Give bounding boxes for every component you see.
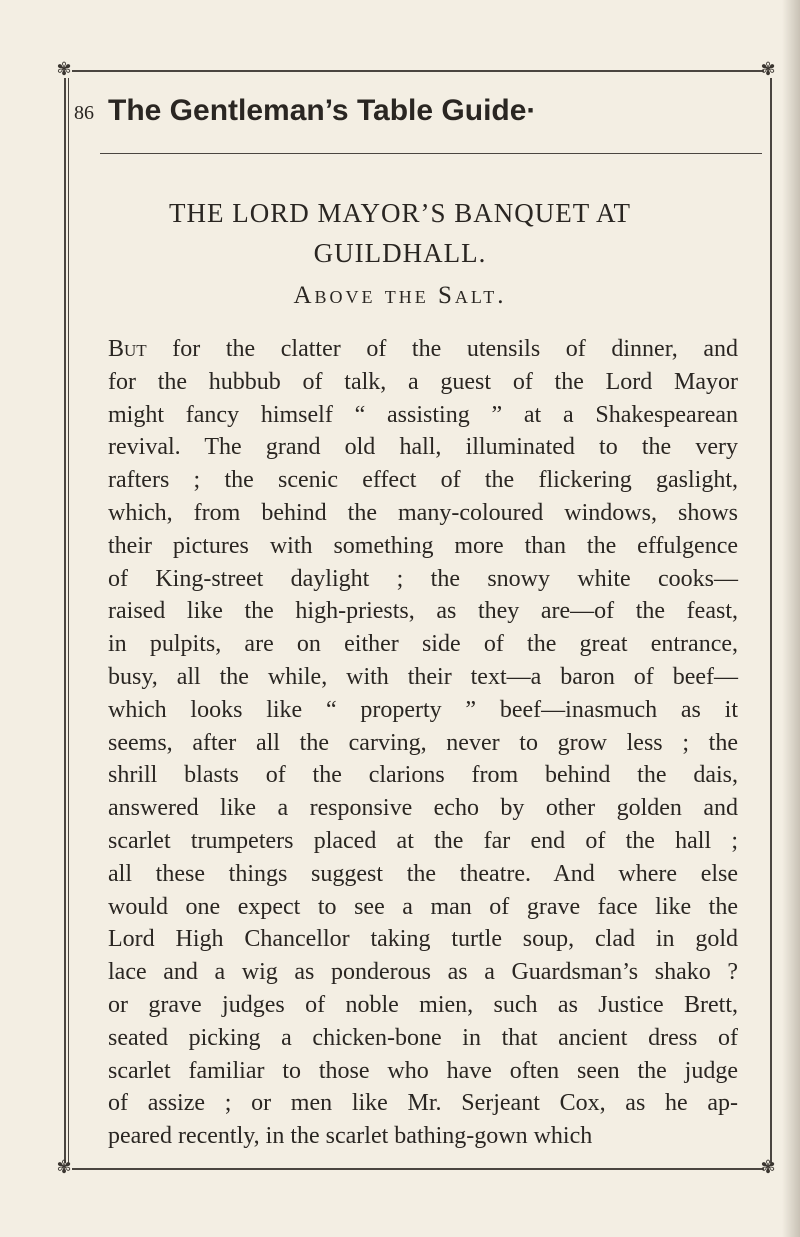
left-inner-rule xyxy=(68,78,69,1163)
body-line: seems, after all the carving, never to grow less ; the xyxy=(108,729,738,756)
body-line: Lord High Chancellor taking turtle soup, clad in gold xyxy=(108,926,738,953)
body-line: which looks like “ property ” beef—inasmuch as it xyxy=(108,696,738,723)
body-line: would one expect to see a man of grave face like the xyxy=(108,893,738,920)
body-line: of assize ; or men like Mr. Serjeant Cox, as he ap- xyxy=(108,1090,738,1117)
body-line: revival. The grand old hall, illuminated to the very xyxy=(108,434,738,461)
header-underline-rule xyxy=(100,153,762,154)
article-subtitle: Above the Salt. xyxy=(293,282,507,309)
page-number: 86 xyxy=(74,102,94,124)
top-border-rule xyxy=(72,70,764,72)
body-line: busy, all the while, with their text—a baron of beef— xyxy=(108,663,738,690)
body-line: lace and a wig as ponderous as a Guardsman’s shako ? xyxy=(108,959,738,986)
corner-ornament-icon: ✾ xyxy=(56,59,72,80)
body-line: of King-street daylight ; the snowy white cooks— xyxy=(108,565,738,592)
drop-first-word: But xyxy=(108,336,147,362)
bottom-border-rule xyxy=(72,1168,764,1170)
body-line: shrill blasts of the clarions from behind the dais, xyxy=(108,762,738,789)
corner-ornament-icon: ✾ xyxy=(760,59,776,80)
body-line-1 xyxy=(108,333,738,366)
corner-ornament-icon: ✾ xyxy=(56,1157,72,1178)
corner-ornament-icon: ✾ xyxy=(760,1157,776,1178)
body-line: scarlet familiar to those who have often seen the judge xyxy=(108,1057,738,1084)
left-border-rule xyxy=(64,78,66,1163)
page-edge-shadow xyxy=(782,0,800,1237)
body-line: all these things suggest the theatre. And where else xyxy=(108,860,738,887)
body-line: raised like the high-priests, as they are—of the feast, xyxy=(108,598,738,625)
right-border-rule xyxy=(770,78,772,1163)
body-line: answered like a responsive echo by other golden and xyxy=(108,795,738,822)
body-line: might fancy himself “ assisting ” at a Shakespearean xyxy=(108,401,738,428)
body-line: which, from behind the many-coloured windows, shows xyxy=(108,499,738,526)
article-title-line-2: GUILDHALL. xyxy=(313,238,487,268)
body-line: scarlet trumpeters placed at the far end of the hall ; xyxy=(108,827,738,854)
body-line: in pulpits, are on either side of the great entrance, xyxy=(108,631,738,658)
body-line: seated picking a chicken-bone in that ancient dress of xyxy=(108,1024,738,1051)
body-line: their pictures with something more than the effulgence xyxy=(108,532,738,559)
body-line: for the hubbub of talk, a guest of the Lord Mayor xyxy=(108,368,738,395)
body-line: rafters ; the scenic effect of the flickering gaslight, xyxy=(108,467,738,494)
article-body xyxy=(108,333,738,1153)
body-line: or grave judges of noble mien, such as Justice Brett, xyxy=(108,991,738,1018)
body-line-text: for the clatter of the utensils of dinner, and xyxy=(146,336,738,362)
article-title-line-1: THE LORD MAYOR’S BANQUET AT xyxy=(168,198,632,228)
body-line: peared recently, in the scarlet bathing-gown which xyxy=(108,1123,593,1150)
running-title: The Gentleman’s Table Guide· xyxy=(108,94,537,127)
